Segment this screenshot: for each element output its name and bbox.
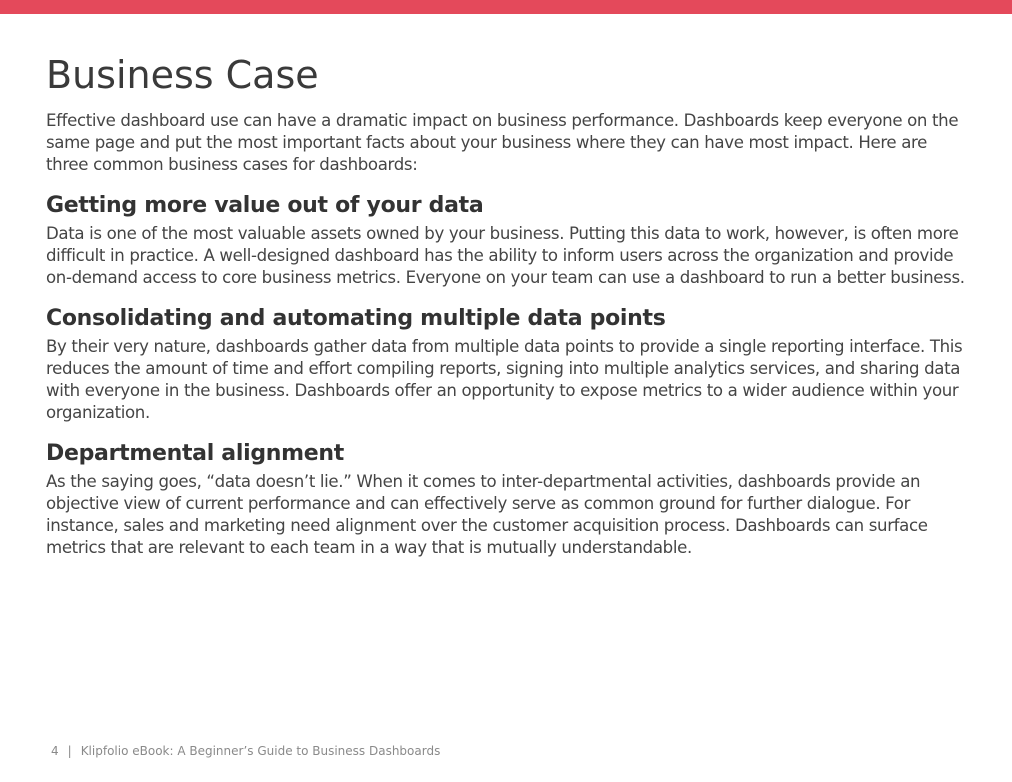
page-title: Business Case bbox=[46, 53, 319, 97]
section-body: Data is one of the most valuable assets owned by your business. Putting this data to work, however, is often more difficult in practice. A well-designed dashboard has the ability to inform users across the organization and provide on-demand access to core business metrics. Everyone on your team can use a dashboard to run a better business. bbox=[46, 224, 965, 287]
footer-separator: | bbox=[67, 744, 72, 758]
top-accent-bar bbox=[0, 0, 1012, 14]
page-footer bbox=[51, 743, 440, 759]
footer-book-title: Klipfolio eBook: A Beginner’s Guide to Business Dashboards bbox=[80, 744, 441, 758]
section-heading: Consolidating and automating multiple data points bbox=[46, 306, 666, 331]
section-body: By their very nature, dashboards gather data from multiple data points to provide a single reporting interface. This reduces the amount of time and effort compiling reports, signing into multiple analytics services, and sharing data with everyone in the business. Dashboards offer an opportunity to expose metrics to a wider audience within your organization. bbox=[46, 337, 963, 422]
section-heading: Getting more value out of your data bbox=[46, 193, 484, 218]
page-content bbox=[46, 52, 971, 559]
section-consolidating-data-points bbox=[46, 303, 971, 424]
intro-paragraph: Effective dashboard use can have a dramatic impact on business performance. Dashboards keep everyone on the same page and put the most important facts about your business where they can have most impact. Here are three common business cases for dashboards: bbox=[46, 111, 959, 174]
section-departmental-alignment bbox=[46, 438, 971, 559]
page-number: 4 bbox=[51, 744, 59, 758]
section-value-from-data bbox=[46, 190, 971, 289]
section-body: As the saying goes, “data doesn’t lie.” When it comes to inter-departmental activities, dashboards provide an objective view of current performance and can effectively serve as common ground for further dialogue. For instance, sales and marketing need alignment over the customer acquisition process. Dashboards can surface metrics that are relevant to each team in a way that is mutually understandable. bbox=[46, 472, 928, 557]
section-heading: Departmental alignment bbox=[46, 441, 344, 466]
